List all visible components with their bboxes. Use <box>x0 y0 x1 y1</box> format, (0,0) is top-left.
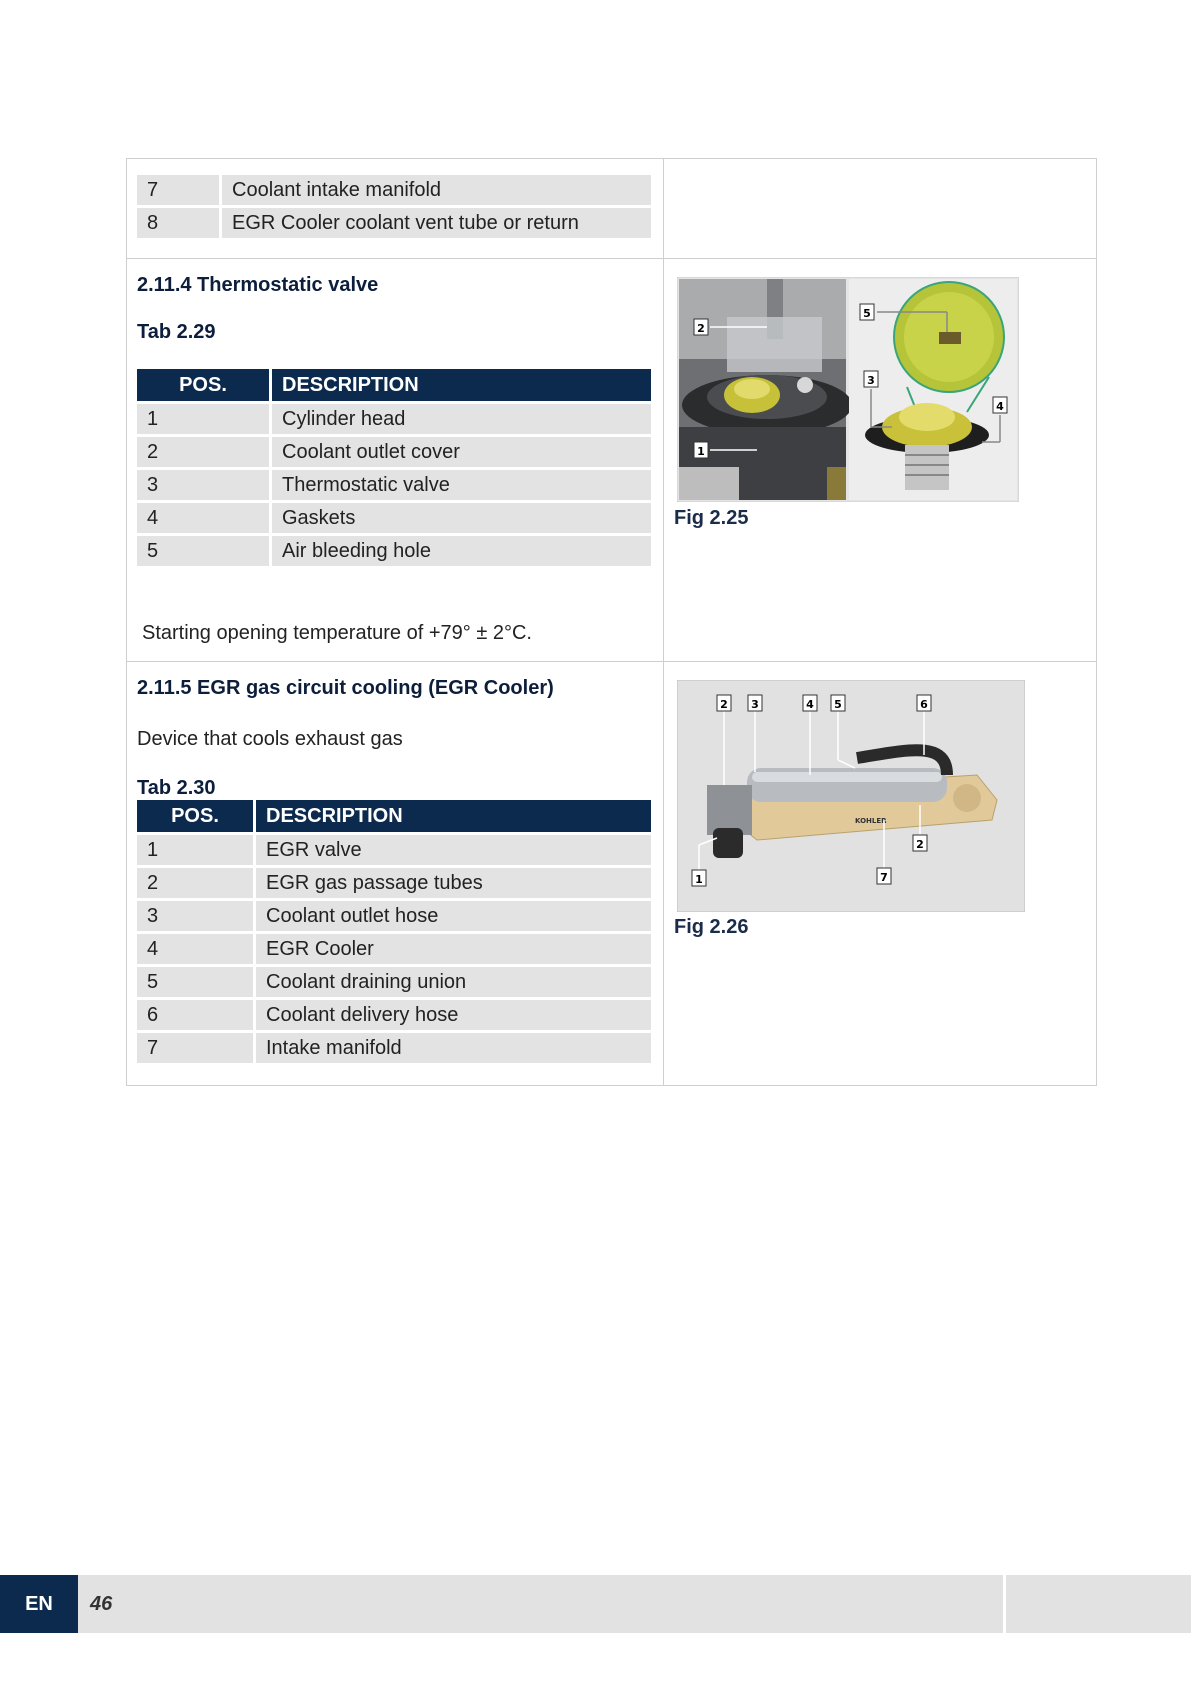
table-header <box>137 369 651 401</box>
section-description: Device that cools exhaust gas <box>137 728 403 750</box>
tab-label: Tab 2.29 <box>137 321 216 343</box>
desc-cell: Coolant outlet cover <box>269 437 651 467</box>
pos-cell: 1 <box>137 404 269 434</box>
desc-header: DESCRIPTION <box>253 800 651 832</box>
callout-3 <box>864 371 878 387</box>
pos-cell: 4 <box>137 503 269 533</box>
table-row <box>137 934 651 964</box>
pos-header: POS. <box>137 369 269 401</box>
table-row <box>137 175 651 205</box>
language-badge: EN <box>0 1575 78 1633</box>
svg-text:1: 1 <box>697 445 705 458</box>
svg-text:2: 2 <box>697 322 705 335</box>
callout-5 <box>831 695 845 711</box>
desc-cell: Coolant delivery hose <box>253 1000 651 1030</box>
pos-cell: 6 <box>137 1000 253 1030</box>
pos-cell: 3 <box>137 470 269 500</box>
desc-cell: Coolant intake manifold <box>219 175 651 205</box>
pos-cell: 8 <box>137 208 219 238</box>
svg-text:5: 5 <box>863 307 871 320</box>
callout-6 <box>917 695 931 711</box>
callout-2 <box>694 319 708 335</box>
svg-text:2: 2 <box>720 698 728 711</box>
pos-cell: 1 <box>137 835 253 865</box>
svg-text:4: 4 <box>806 698 814 711</box>
desc-cell: Coolant outlet hose <box>253 901 651 931</box>
svg-text:5: 5 <box>834 698 842 711</box>
pos-cell: 5 <box>137 536 269 566</box>
desc-cell: Cylinder head <box>269 404 651 434</box>
callout-1 <box>692 870 706 886</box>
thermostat-table <box>137 366 651 569</box>
desc-cell: Gaskets <box>269 503 651 533</box>
svg-text:2: 2 <box>916 838 924 851</box>
continued-table <box>137 172 651 241</box>
desc-cell: EGR Cooler <box>253 934 651 964</box>
desc-header: DESCRIPTION <box>269 369 651 401</box>
table-row <box>137 503 651 533</box>
section-title: 2.11.4 Thermostatic valve <box>137 274 379 296</box>
table-row <box>137 536 651 566</box>
row-divider <box>126 258 1097 259</box>
desc-cell: EGR Cooler coolant vent tube or return <box>219 208 651 238</box>
table-row <box>137 868 651 898</box>
pos-cell: 7 <box>137 175 219 205</box>
page-number: 46 <box>90 1592 113 1615</box>
pos-cell: 3 <box>137 901 253 931</box>
table-row <box>137 470 651 500</box>
desc-cell: Air bleeding hole <box>269 536 651 566</box>
desc-cell: Thermostatic valve <box>269 470 651 500</box>
thermostat-figure <box>677 277 1019 502</box>
desc-cell: Coolant draining union <box>253 967 651 997</box>
egr-cooler-illustration <box>677 680 1025 912</box>
footer-separator <box>1003 1575 1006 1633</box>
thermostat-illustration <box>677 277 1019 502</box>
column-divider <box>663 158 664 1086</box>
table-row <box>137 208 651 238</box>
svg-text:6: 6 <box>920 698 928 711</box>
callout-4 <box>803 695 817 711</box>
egr-table <box>137 797 651 1066</box>
table-row <box>137 1000 651 1030</box>
callout-1 <box>694 442 708 458</box>
svg-text:1: 1 <box>695 873 703 886</box>
brand-mark: KOHLER <box>855 817 887 825</box>
callout-7 <box>877 868 891 884</box>
callout-5 <box>860 304 874 320</box>
table-row <box>137 437 651 467</box>
table-header <box>137 800 651 832</box>
section-title: 2.11.5 EGR gas circuit cooling (EGR Cooler) <box>137 677 554 699</box>
page-footer <box>0 1575 1191 1633</box>
table-row <box>137 1033 651 1063</box>
tab-label: Tab 2.30 <box>137 777 216 799</box>
table-row <box>137 901 651 931</box>
callout-2b <box>913 835 927 851</box>
pos-header: POS. <box>137 800 253 832</box>
svg-text:3: 3 <box>867 374 875 387</box>
svg-text:7: 7 <box>880 871 888 884</box>
table-row <box>137 967 651 997</box>
row-divider <box>126 661 1097 662</box>
pos-cell: 4 <box>137 934 253 964</box>
pos-cell: 7 <box>137 1033 253 1063</box>
svg-text:4: 4 <box>996 400 1004 413</box>
egr-cooler-figure <box>677 680 1025 912</box>
pos-cell: 2 <box>137 437 269 467</box>
figure-caption: Fig 2.25 <box>674 507 749 529</box>
opening-temperature-note: Starting opening temperature of +79° ± 2°C. <box>142 622 532 644</box>
callout-4 <box>993 397 1007 413</box>
callout-2 <box>717 695 731 711</box>
desc-cell: Intake manifold <box>253 1033 651 1063</box>
table-row <box>137 404 651 434</box>
pos-cell: 5 <box>137 967 253 997</box>
figure-caption: Fig 2.26 <box>674 916 749 938</box>
desc-cell: EGR gas passage tubes <box>253 868 651 898</box>
callout-3 <box>748 695 762 711</box>
desc-cell: EGR valve <box>253 835 651 865</box>
table-row <box>137 835 651 865</box>
svg-text:3: 3 <box>751 698 759 711</box>
pos-cell: 2 <box>137 868 253 898</box>
